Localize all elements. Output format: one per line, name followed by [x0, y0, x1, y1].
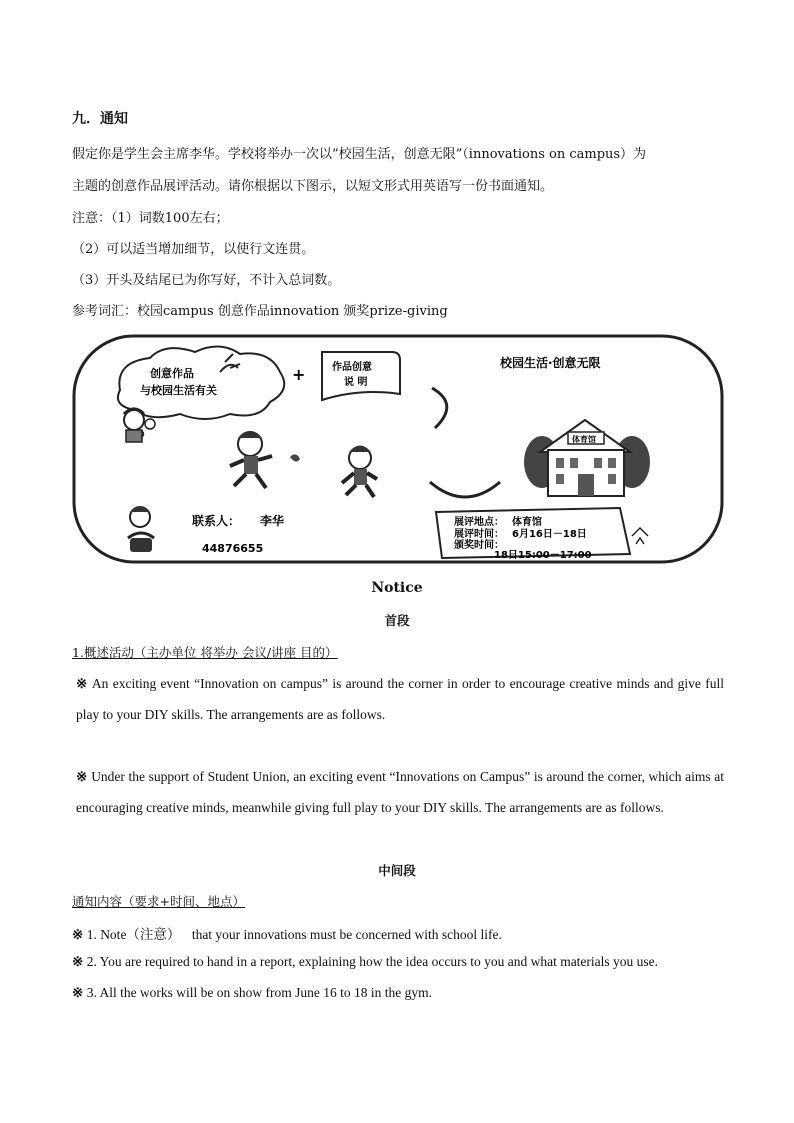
item-1-a: 1. Note（注意）: [86, 927, 181, 942]
reference-mark: ※: [72, 985, 84, 1000]
info-time-label: 展评时间：: [454, 529, 504, 540]
section-first-hint: 1.概述活动（主办单位 将举办 会议/讲座 目的）: [72, 645, 338, 660]
box-text-1: 作品创意: [332, 362, 372, 373]
info-award: 18日15:00－17:00: [494, 550, 592, 561]
contact-name: 李华: [260, 514, 285, 528]
section-middle: 中间段: [378, 863, 416, 878]
contact-person-icon: [130, 506, 150, 527]
item-1-b: that your innovations must be concerned with school life.: [191, 927, 502, 942]
info-card: [436, 508, 648, 561]
vocab-line: 参考词汇：校园campus 创意作品innovation 颁奖prize-giving: [72, 304, 448, 319]
plus-sign: +: [292, 365, 306, 384]
gym-sign: 体育馆: [572, 435, 596, 444]
reference-mark: ※: [76, 676, 89, 691]
cloud-text-2: 与校园生活有关: [140, 384, 217, 397]
paragraph-1: [76, 668, 724, 730]
prompt-line-1: 假定你是学生会主席李华。学校将举办一次以”校园生活，创意无限”（innovations on campus）为: [72, 147, 647, 162]
info-place: 体育馆: [512, 517, 542, 528]
description-box: [322, 352, 400, 400]
info-time: 6月16日－18日: [512, 529, 587, 540]
item-3: [72, 985, 432, 1001]
cloud-text-1: 创意作品: [150, 367, 194, 380]
paragraph-2: [76, 761, 724, 823]
item-3-text: 3. All the works will be on show from June 16 to 18 in the gym.: [86, 985, 433, 1000]
section-first: 首段: [384, 613, 410, 628]
thinking-student-icon: [124, 409, 144, 442]
banner-text: 校园生活·创意无限: [500, 356, 601, 370]
item-2-text: 2. You are required to hand in a report, explaining how the idea occurs to you and what materials you use.: [86, 954, 659, 969]
note-2: （2）可以适当增加细节，以使行文连贯。: [72, 242, 315, 257]
note-1: 注意：（1）词数100左右；: [72, 211, 229, 226]
question-title: 九．通知: [72, 111, 128, 127]
paragraph-1-text: An exciting event “Innovation on campus” is around the corner in order to encourage creative minds and give full play to your DIY skills. The arrangements are as follows.: [76, 676, 724, 722]
item-2: [72, 954, 658, 970]
note-3: （3）开头及结尾已为你写好，不计入总词数。: [72, 273, 341, 288]
paragraph-2-text: Under the support of Student Union, an exciting event “Innovations on Campus” is around the corner, which aims at encouraging creative minds, meanwhile giving full play to your DIY skills. The arrangements are as follows.: [76, 769, 725, 815]
section-middle-hint: 通知内容（要求+时间、地点）: [72, 894, 245, 909]
reference-mark: ※: [72, 927, 84, 942]
notice-illustration: [70, 332, 726, 566]
prompt-line-2: 主题的创意作品展评活动。请你根据以下图示，以短文形式用英语写一份书面通知。: [72, 179, 554, 194]
box-text-2: 说 明: [344, 377, 368, 388]
info-award-label: 颁奖时间：: [454, 540, 504, 551]
info-place-label: 展评地点：: [454, 517, 504, 528]
contact-label: 联系人：: [192, 514, 241, 528]
notice-heading: Notice: [371, 580, 423, 596]
reference-mark: ※: [76, 769, 88, 784]
item-1: [72, 923, 502, 943]
contact-phone: 44876655: [202, 542, 264, 555]
reference-mark: ※: [72, 954, 84, 969]
